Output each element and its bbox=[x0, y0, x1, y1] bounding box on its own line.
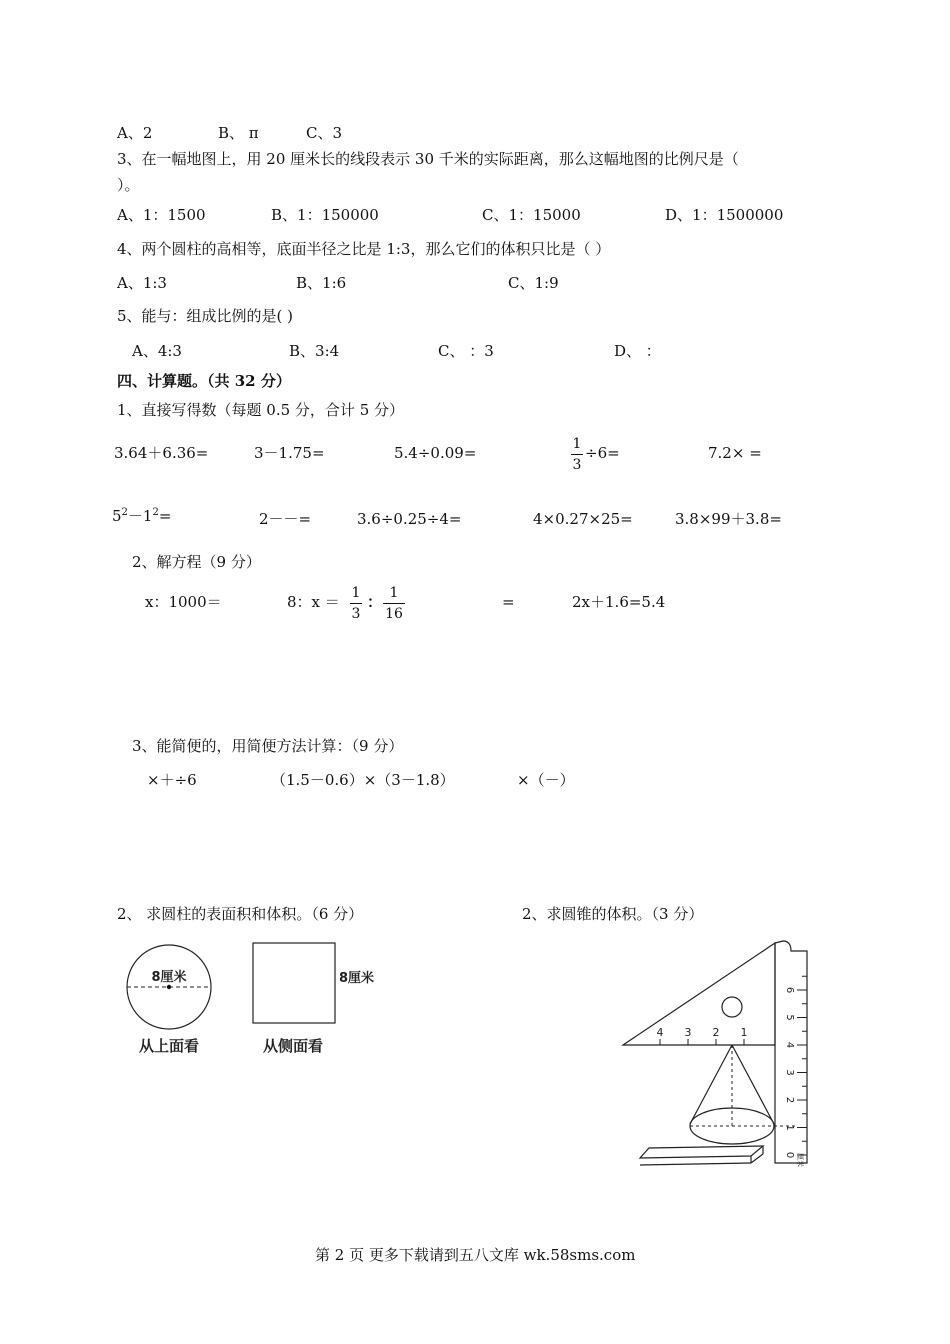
vertical-ruler-label: 3 bbox=[784, 1069, 795, 1076]
vertical-ruler-label: 4 bbox=[784, 1041, 795, 1049]
q4-option-c: C、1:9 bbox=[508, 274, 559, 292]
top-view-caption: 从上面看 bbox=[138, 1037, 200, 1055]
fraction-numerator: 1 bbox=[572, 436, 582, 452]
fraction-numerator: 1 bbox=[389, 585, 399, 601]
equation-2-fraction-1 bbox=[350, 586, 362, 621]
q2-option-c: C、3 bbox=[306, 124, 343, 142]
equation-1: x：1000＝ bbox=[145, 593, 222, 611]
triangle-ruler bbox=[623, 943, 775, 1045]
cone-ruler-figure bbox=[615, 935, 815, 1175]
q3-option-a: A、1：1500 bbox=[117, 206, 206, 224]
q3-option-b: B、1：150000 bbox=[271, 206, 379, 224]
cylinder-side-view-square bbox=[253, 943, 335, 1023]
triangle-ruler-label: 3 bbox=[684, 1026, 692, 1039]
equation-2-fraction-2 bbox=[383, 586, 405, 621]
q5-stem: 5、能与：组成比例的是( ) bbox=[117, 307, 294, 325]
page-footer: 第 2 页 更多下载请到五八文库 wk.58sms.com bbox=[315, 1246, 636, 1264]
part2-heading: 2、解方程（9 分） bbox=[132, 553, 261, 571]
power-exponent: 2 bbox=[121, 507, 128, 518]
fraction-denominator: 16 bbox=[385, 606, 403, 622]
base-board-edge bbox=[751, 1154, 763, 1163]
calc-item-9: 4×0.27×25= bbox=[533, 510, 633, 528]
q3-option-c: C、1：15000 bbox=[482, 206, 581, 224]
equation-2-left: 8：x ＝ bbox=[287, 593, 340, 611]
fraction-bar bbox=[350, 603, 362, 604]
q3-stem: 3、在一幅地图上，用 20 厘米长的线段表示 30 千米的实际距离，那么这幅地图的比例尺是（ bbox=[117, 150, 739, 168]
side-view-height-label: 8厘米 bbox=[339, 971, 375, 986]
fraction-numerator: 1 bbox=[351, 585, 361, 601]
simplify-item-2: （1.5－0.6）×（3－1.8） bbox=[271, 771, 455, 789]
equation-2-colon: ： bbox=[367, 593, 383, 611]
triangle-ruler-label: 4 bbox=[656, 1026, 664, 1039]
fraction-denominator: 3 bbox=[351, 606, 361, 622]
calc-item-5: 7.2× = bbox=[708, 444, 762, 462]
q5-option-d: D、 ： bbox=[614, 342, 661, 360]
power-minus: －1 bbox=[127, 507, 153, 525]
vertical-ruler-label: 5 bbox=[784, 1014, 795, 1021]
simplify-item-1: ×＋÷6 bbox=[147, 771, 197, 789]
cone-slant-right bbox=[732, 1045, 774, 1124]
cylinder-question: 2、 求圆柱的表面积和体积。（6 分） bbox=[117, 905, 364, 923]
base-board-edge bbox=[640, 1163, 751, 1165]
ruler-unit-label: 厘米 bbox=[796, 1153, 804, 1167]
calc-item-6 bbox=[112, 508, 171, 524]
q4-option-a: A、1:3 bbox=[117, 274, 167, 292]
base-board bbox=[640, 1146, 763, 1158]
triangle-ruler-label: 2 bbox=[712, 1026, 720, 1039]
fraction-bar bbox=[383, 603, 405, 604]
q4-stem: 4、两个圆柱的高相等，底面半径之比是 1:3，那么它们的体积只比是（ ） bbox=[117, 240, 611, 258]
calc-item-2: 3－1.75= bbox=[254, 444, 325, 462]
power-exponent: 2 bbox=[152, 507, 159, 518]
calc-item-7: 2－－= bbox=[259, 510, 312, 528]
side-view-caption: 从侧面看 bbox=[262, 1037, 324, 1055]
q3-stem-end: ）。 bbox=[117, 176, 140, 194]
part1-heading: 1、直接写得数（每题 0.5 分，合计 5 分） bbox=[117, 401, 405, 419]
fraction-denominator: 3 bbox=[572, 457, 582, 473]
vertical-ruler-label: 1 bbox=[784, 1124, 795, 1131]
equation-4: 2x＋1.6=5.4 bbox=[572, 593, 666, 611]
part3-heading: 3、能简便的，用简便方法计算：（9 分） bbox=[132, 737, 404, 755]
calc-item-1: 3.64＋6.36= bbox=[114, 444, 209, 462]
calc-item-3: 5.4÷0.09= bbox=[394, 444, 477, 462]
vertical-ruler-label: 6 bbox=[784, 986, 795, 994]
ruler-ticks bbox=[657, 976, 808, 1158]
fraction-bar bbox=[571, 454, 583, 455]
calc-item-4-fraction bbox=[571, 437, 583, 472]
equation-3: = bbox=[502, 593, 515, 611]
cone-slant-left bbox=[690, 1045, 732, 1124]
calc-item-8: 3.6÷0.25÷4= bbox=[357, 510, 462, 528]
q3-option-d: D、1：1500000 bbox=[665, 206, 784, 224]
q4-option-b: B、1:6 bbox=[296, 274, 347, 292]
power-equals: = bbox=[158, 507, 172, 525]
top-view-diameter-label: 8厘米 bbox=[151, 970, 187, 985]
center-point bbox=[167, 985, 171, 989]
triangle-ruler-hole bbox=[722, 997, 742, 1017]
q5-option-a: A、4:3 bbox=[132, 342, 182, 360]
triangle-ruler-label: 1 bbox=[740, 1026, 748, 1039]
section-4-heading: 四、计算题。（共 32 分） bbox=[117, 372, 291, 390]
simplify-item-3: ×（－） bbox=[517, 771, 575, 789]
vertical-ruler-label: 0 bbox=[784, 1151, 795, 1159]
cylinder-figures bbox=[115, 935, 395, 1060]
q2-option-b: B、 π bbox=[218, 124, 259, 142]
q2-option-a: A、2 bbox=[117, 124, 153, 142]
q5-option-b: B、3:4 bbox=[289, 342, 340, 360]
vertical-ruler-label: 2 bbox=[784, 1096, 795, 1104]
calc-item-4: ÷6= bbox=[585, 444, 620, 462]
calc-item-10: 3.8×99＋3.8= bbox=[675, 510, 782, 528]
q5-option-c: C、 ：3 bbox=[438, 342, 494, 360]
cone-question: 2、求圆锥的体积。（3 分） bbox=[522, 905, 704, 923]
power-base: 5 bbox=[112, 507, 122, 525]
